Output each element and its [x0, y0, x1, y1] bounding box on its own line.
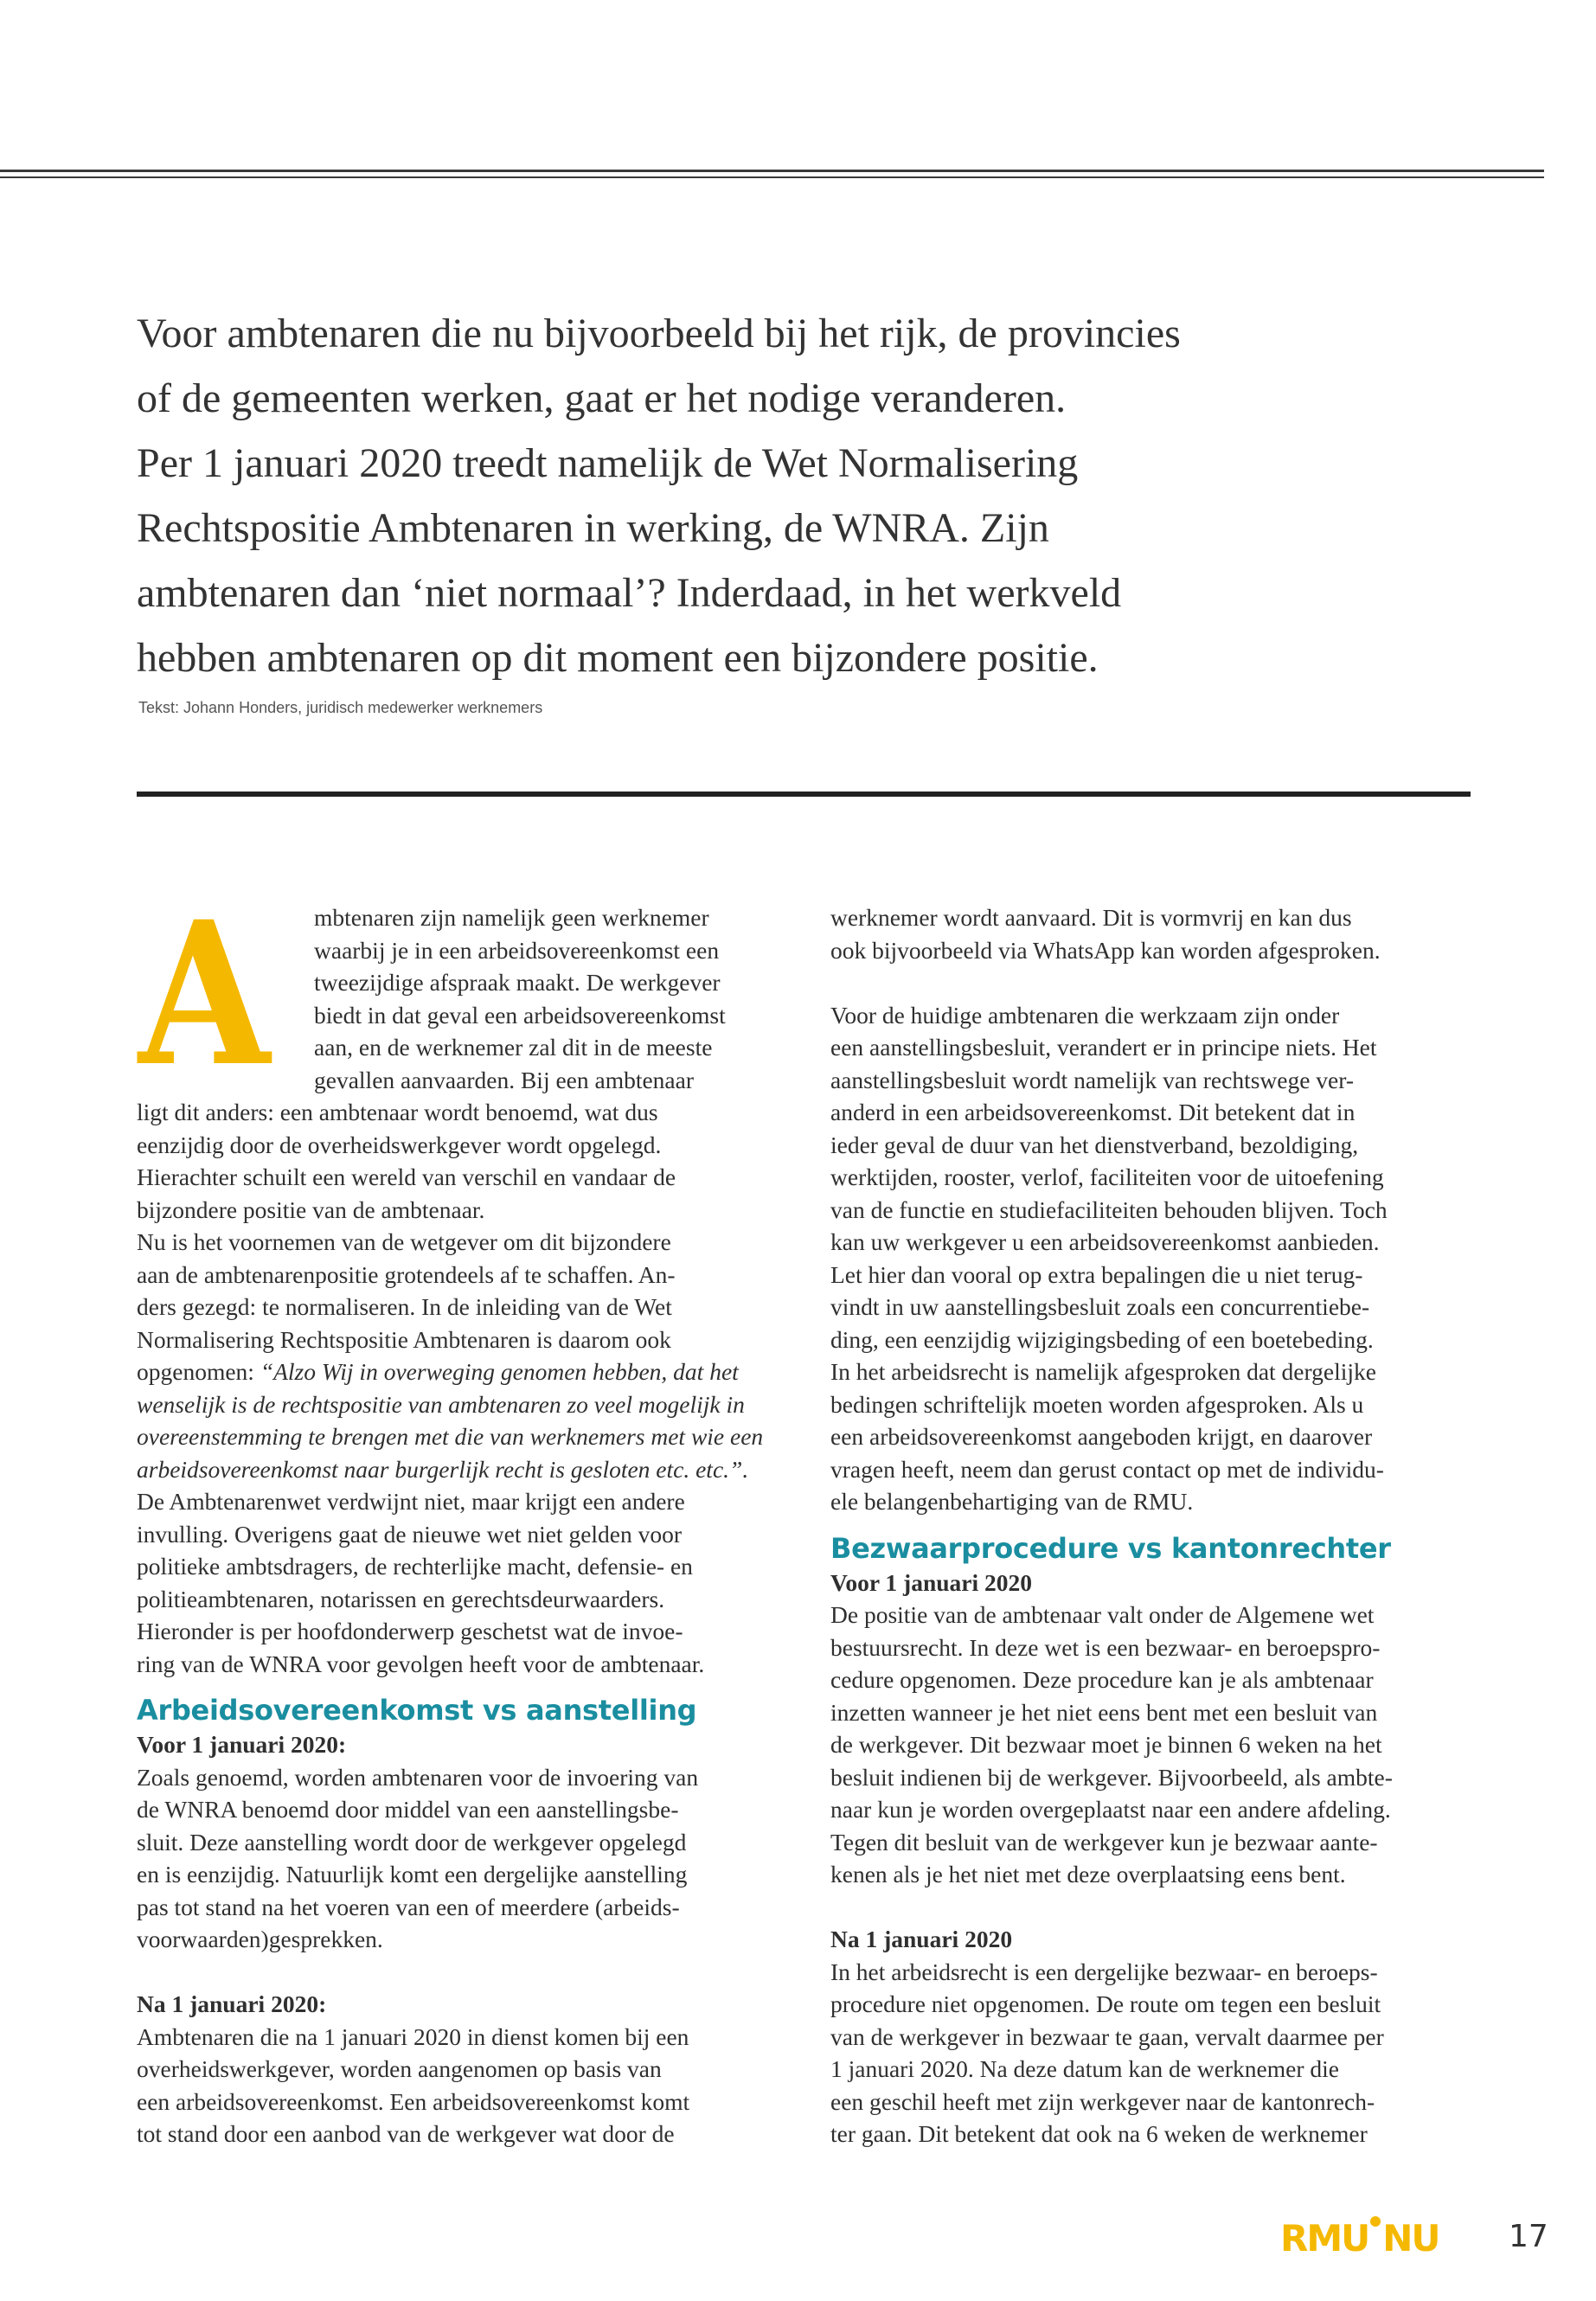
- intro-line: ambtenaren dan ‘niet normaal’? Inderdaad, in het werkveld: [137, 570, 1122, 616]
- body-line: invulling. Overigens gaat de nieuwe wet niet gelden voor: [137, 1520, 683, 1548]
- body-line: biedt in dat geval een arbeidsovereenkomst: [314, 1001, 726, 1029]
- intro-divider: [137, 792, 1471, 797]
- body-line: Let hier dan vooral op extra bepalingen die u niet terug-: [830, 1260, 1363, 1288]
- body-line: vindt in uw aanstellingsbesluit zoals een concurrentiebe-: [830, 1293, 1370, 1320]
- body-line: pas tot stand na het voeren van een of meerdere (arbeids-: [137, 1893, 680, 1920]
- quote-line: [137, 1453, 785, 1486]
- body-line: In het arbeidsrecht is een dergelijke bezwaar- en beroeps-: [830, 1958, 1378, 1985]
- body-line: politieambtenaren, notarissen en gerechtsdeurwaarders.: [137, 1585, 665, 1612]
- body-line: In het arbeidsrecht is namelijk afgesproken dat dergelijke: [830, 1358, 1376, 1385]
- body-line: De Ambtenarenwet verdwijnt niet, maar krijgt een andere: [137, 1488, 685, 1515]
- top-rule-thin: [0, 176, 1544, 178]
- body-line: Normalisering Rechtspositie Ambtenaren is daarom ook: [137, 1325, 671, 1353]
- body-line: besluit indienen bij de werkgever. Bijvoorbeeld, als ambte-: [830, 1763, 1393, 1791]
- body-line: van de werkgever in bezwaar te gaan, vervalt daarmee per: [830, 2022, 1384, 2050]
- body-line: tweezijdige afspraak maakt. De werkgever: [314, 969, 721, 996]
- left-column: [137, 901, 785, 2150]
- intro-lead: [137, 301, 1365, 690]
- body-line: aan de ambtenarenpositie grotendeels af te schaffen. An-: [137, 1260, 676, 1288]
- body-line: de werkgever. Dit bezwaar moet je binnen 6 weken na het: [830, 1731, 1382, 1758]
- body-line: Zoals genoemd, worden ambtenaren voor de invoering van: [137, 1763, 699, 1791]
- body-line: Tegen dit besluit van de werkgever kun je bezwaar aante-: [830, 1828, 1378, 1856]
- intro-line: Voor ambtenaren die nu bijvoorbeeld bij het rijk, de provincies: [137, 311, 1181, 356]
- logo-text-rmu: RMU: [1280, 2217, 1369, 2259]
- body-line: werknemer wordt aanvaard. Dit is vormvrij en kan dus: [830, 904, 1352, 931]
- subheading: Voor 1 januari 2020:: [137, 1731, 347, 1758]
- body-line: ligt dit anders: een ambtenaar wordt benoemd, wat dus: [137, 1099, 658, 1125]
- drop-cap: A: [138, 878, 271, 1110]
- paragraph-gap: [830, 1891, 1479, 1924]
- body-line: bijzondere positie van de ambtenaar.: [137, 1195, 485, 1223]
- intro-line: hebben ambtenaren op dit moment een bijzondere positie.: [137, 635, 1099, 681]
- body-line: gevallen aanvaarden. Bij een ambtenaar: [314, 1066, 695, 1093]
- body-line: vragen heeft, neem dan gerust contact op met de individu-: [830, 1455, 1384, 1483]
- quote-line: [137, 1356, 785, 1388]
- page-number: 17: [1509, 2219, 1548, 2254]
- rmu-nu-logo: [1280, 2216, 1439, 2261]
- body-line: waarbij je in een arbeidsovereenkomst een: [314, 936, 720, 964]
- body-line: De positie van de ambtenaar valt onder de Algemene wet: [830, 1601, 1375, 1628]
- body-line: werktijden, rooster, verlof, faciliteiten voor de uitoefening: [830, 1163, 1384, 1190]
- body-line: van de functie en studiefaciliteiten behouden blijven. Toch: [830, 1195, 1388, 1223]
- body-line: ook bijvoorbeeld via WhatsApp kan worden afgesproken.: [830, 936, 1381, 964]
- body-line: ring van de WNRA voor gevolgen heeft voor de ambtenaar.: [137, 1650, 705, 1677]
- quote-text: overeenstemming te brengen met die van werknemers met wie een: [137, 1423, 764, 1450]
- body-line: tot stand door een aanbod van de werkgever wat door de: [137, 2120, 675, 2147]
- body-line: naar kun je worden overgeplaatst naar een andere afdeling.: [830, 1796, 1391, 1823]
- body-line: overheidswerkgever, worden aangenomen op basis van: [137, 2055, 662, 2082]
- quote-text: arbeidsovereenkomst naar burgerlijk recht is gesloten etc. etc.”.: [137, 1455, 749, 1483]
- body-line: ter gaan. Dit betekent dat ook na 6 weken de werknemer: [830, 2120, 1368, 2147]
- intro-line: of de gemeenten werken, gaat er het nodige veranderen.: [137, 375, 1067, 421]
- quote-text: wenselijk is de rechtspositie van ambtenaren zo veel mogelijk in: [137, 1390, 745, 1418]
- body-line: sluit. Deze aanstelling wordt door de werkgever opgelegd: [137, 1828, 687, 1856]
- body-line: een aanstellingsbesluit, verandert er in principe niets. Het: [830, 1034, 1377, 1061]
- body-line: ders gezegd: te normaliseren. In de inleiding van de Wet: [137, 1293, 672, 1320]
- body-line: de WNRA benoemd door middel van een aanstellingsbe-: [137, 1796, 679, 1823]
- body-line: inzetten wanneer je het niet eens bent met een besluit van: [830, 1698, 1378, 1726]
- body-line: Hieronder is per hoofdonderwerp geschetst wat de invoe-: [137, 1618, 683, 1644]
- body-line: eenzijdig door de overheidswerkgever wordt opgelegd.: [137, 1131, 662, 1158]
- body-line: Ambtenaren die na 1 januari 2020 in dienst komen bij een: [137, 2022, 689, 2050]
- quote-line: [137, 1388, 785, 1421]
- right-column: [830, 901, 1479, 2150]
- body-line: voorwaarden)gesprekken.: [137, 1926, 383, 1952]
- body-line: aanstellingsbesluit wordt namelijk van rechtswege ver-: [830, 1066, 1355, 1093]
- byline: Tekst: Johann Honders, juridisch medewerker werknemers: [138, 699, 543, 716]
- body-line: bestuursrecht. In deze wet is een bezwaar- en beroepspro-: [830, 1633, 1381, 1661]
- body-line: en is eenzijdig. Natuurlijk komt een dergelijke aanstelling: [137, 1861, 688, 1888]
- body-line: kan uw werkgever u een arbeidsovereenkomst aanbieden.: [830, 1228, 1380, 1255]
- body-line: mbtenaren zijn namelijk geen werknemer: [314, 904, 709, 931]
- top-rule: [0, 170, 1544, 172]
- quote-text: “Alzo Wij in overweging genomen hebben, dat het: [260, 1358, 739, 1385]
- body-line: 1 januari 2020. Na deze datum kan de werknemer die: [830, 2055, 1339, 2082]
- body-line: ele belangenbehartiging van de RMU.: [830, 1488, 1194, 1515]
- section-heading: Bezwaarprocedure vs kantonrechter: [830, 1531, 1391, 1565]
- body-line: Nu is het voornemen van de wetgever om dit bijzondere: [137, 1228, 671, 1255]
- intro-line: Rechtspositie Ambtenaren in werking, de WNRA. Zijn: [137, 505, 1049, 551]
- body-line: politieke ambtsdragers, de rechterlijke macht, defensie- en: [137, 1553, 693, 1580]
- body-line: een arbeidsovereenkomst aangeboden krijgt, en daarover: [830, 1423, 1373, 1450]
- body-line: een arbeidsovereenkomst. Een arbeidsovereenkomst komt: [137, 2087, 690, 2115]
- logo-dot-icon: [1370, 2216, 1381, 2227]
- subheading: Na 1 januari 2020: [830, 1926, 1013, 1952]
- subheading: Voor 1 januari 2020: [830, 1568, 1033, 1596]
- body-line: ding, een eenzijdig wijzigingsbeding of een boetebeding.: [830, 1325, 1374, 1353]
- body-line: bedingen schriftelijk moeten worden afgesproken. Als u: [830, 1390, 1364, 1418]
- subheading: Na 1 januari 2020:: [137, 1990, 327, 2017]
- body-line: anderd in een arbeidsovereenkomst. Dit betekent dat in: [830, 1099, 1356, 1125]
- body-line: ieder geval de duur van het dienstverband, bezoldiging,: [830, 1131, 1359, 1158]
- section-heading: Arbeidsovereenkomst vs aanstelling: [137, 1694, 697, 1727]
- intro-line: Per 1 januari 2020 treedt namelijk de Wet Normalisering: [137, 440, 1079, 486]
- quote-lead: opgenomen:: [137, 1358, 260, 1385]
- paragraph-gap: [830, 966, 1479, 999]
- body-line: Voor de huidige ambtenaren die werkzaam zijn onder: [830, 1001, 1340, 1029]
- body-line: kenen als je het niet met deze overplaatsing eens bent.: [830, 1861, 1346, 1888]
- body-line: een geschil heeft met zijn werkgever naar de kantonrech-: [830, 2087, 1375, 2115]
- paragraph-gap: [137, 1956, 785, 1989]
- logo-text-nu: NU: [1382, 2217, 1439, 2259]
- body-line: Hierachter schuilt een wereld van verschil en vandaar de: [137, 1163, 676, 1190]
- body-line: procedure niet opgenomen. De route om tegen een besluit: [830, 1990, 1381, 2017]
- body-line: cedure opgenomen. Deze procedure kan je als ambtenaar: [830, 1666, 1374, 1693]
- quote-line: [137, 1420, 785, 1453]
- body-line: aan, en de werknemer zal dit in de meeste: [314, 1034, 713, 1061]
